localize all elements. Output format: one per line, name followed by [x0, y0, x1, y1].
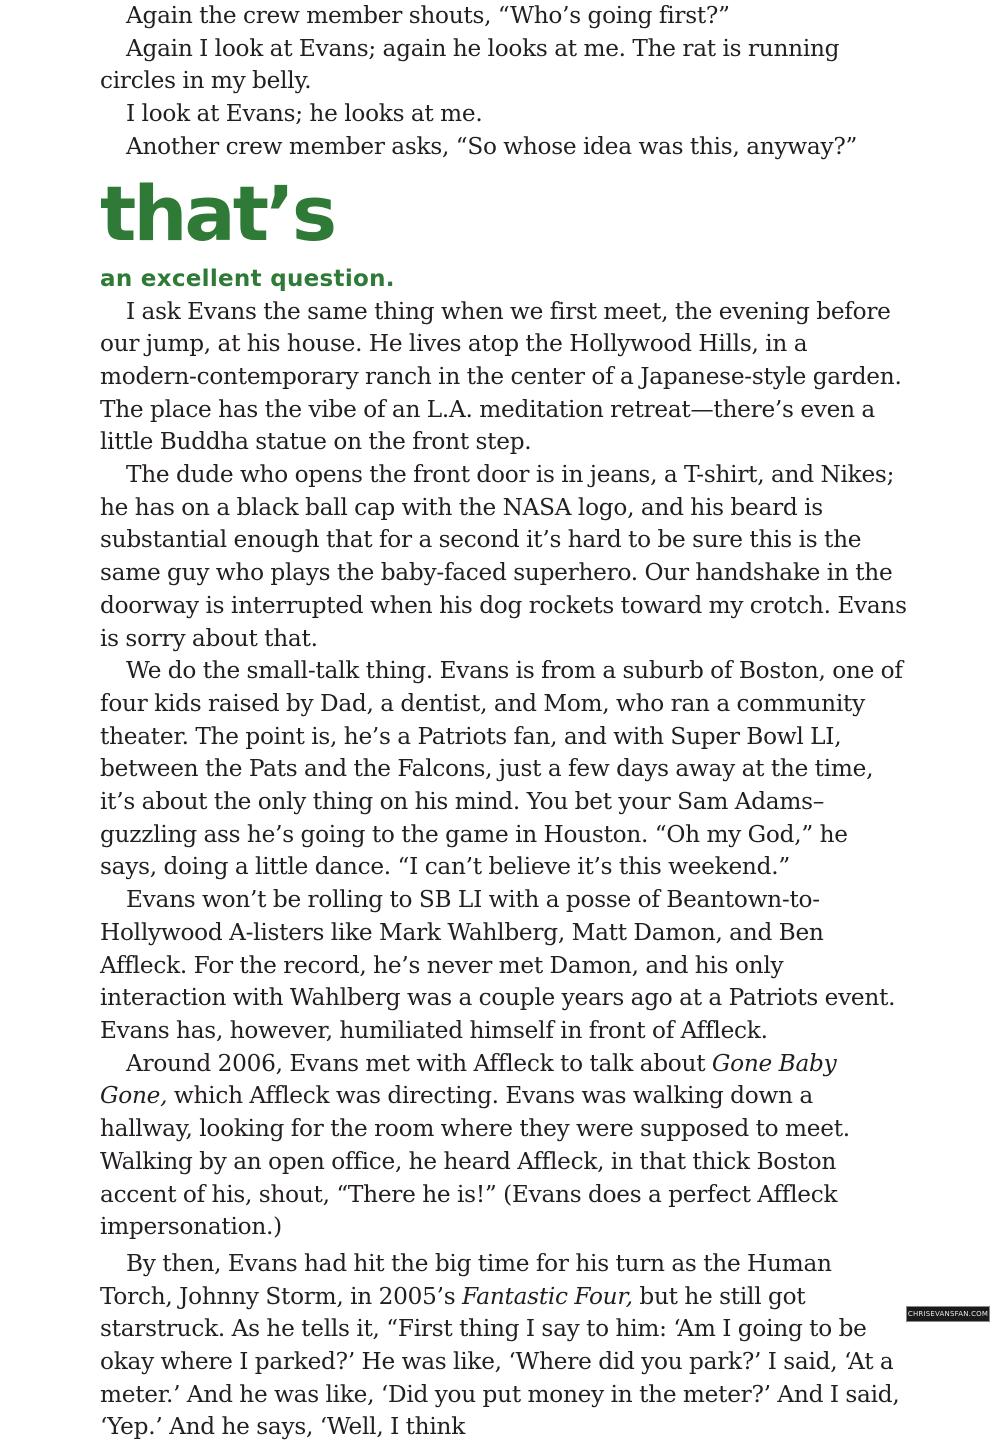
paragraph-text: By then, Evans had hit the big time for his turn as the Human Torch, Johnny Storm, in 2005’s	[100, 1249, 832, 1310]
paragraph-text: but he still got starstruck. As he tells it, “First thing I say to him: ‘Am I going to be okay where I parked?’ He was like, ‘Where did you park?’ I said, ‘At a meter.’ And he was like, ‘Did you put money in the meter?’ And I said, ‘Yep.’ And he says, ‘Well, I think	[100, 1282, 900, 1441]
article-paragraph	[100, 1048, 910, 1244]
section-heading: that’s	[100, 168, 335, 258]
article-paragraph: Another crew member asks, “So whose idea was this, anyway?”	[126, 132, 858, 160]
paragraph-text: Around 2006, Evans met with Affleck to talk about	[126, 1049, 712, 1077]
film-title: Gone Baby Gone,	[100, 1049, 837, 1110]
article-paragraph: Again I look at Evans; again he looks at me. The rat is running circles in my belly.	[100, 34, 840, 95]
article-paragraph: We do the small-talk thing. Evans is from a suburb of Boston, one of four kids raised by Dad, a dentist, and Mom, who ran a community theater. The point is, he’s a Patriots fan, and with Super Bowl LI, between the Pats and the Falcons, just a few days away at the time, it’s about the only thing on his mind. You bet your Sam Adams–guzzling ass he’s going to the game in Houston. “Oh my God,” he says, doing a little dance. “I can’t believe it’s this weekend.”	[100, 657, 903, 881]
article-paragraph	[100, 1248, 910, 1444]
article-paragraph: I look at Evans; he looks at me.	[126, 100, 483, 128]
article-paragraph: I ask Evans the same thing when we first meet, the evening before our jump, at his house. He lives atop the Hollywood Hills, in a modern-contemporary ranch in the center of a Japanese-style garden. The place has the vibe of an L.A. meditation retreat—there’s even a little Buddha statue on the front step.	[100, 297, 902, 456]
article-paragraph: The dude who opens the front door is in jeans, a T-shirt, and Nikes; he has on a black ball cap with the NASA logo, and his beard is substantial enough that for a second it’s hard to be sure this is the same guy who plays the baby-faced superhero. Our handshake in the doorway is interrupted when his dog rockets toward my crotch. Evans is sorry about that.	[100, 461, 907, 652]
article-paragraph: Again the crew member shouts, “Who’s going first?”	[126, 2, 730, 29]
paragraph-text: which Affleck was directing. Evans was walking down a hallway, looking for the room where they were supposed to meet. Walking by an open office, he heard Affleck, in that thick Boston accent of his, shout, “There he is!” (Evans does a perfect Affleck impersonation.)	[100, 1082, 850, 1241]
watermark-badge: CHRISEVANSFAN.COM	[906, 1306, 990, 1322]
article-page	[100, 0, 910, 1444]
article-paragraph: Evans won’t be rolling to SB LI with a posse of Beantown-to-Hollywood A-listers like Mark Wahlberg, Matt Damon, and Ben Affleck. For the record, he’s never met Damon, and his only interaction with Wahlberg was a couple years ago at a Patriots event. Evans has, however, humiliated himself in front of Affleck.	[100, 886, 896, 1044]
film-title: Fantastic Four,	[462, 1282, 633, 1310]
section-subheading: an excellent question.	[100, 265, 395, 292]
